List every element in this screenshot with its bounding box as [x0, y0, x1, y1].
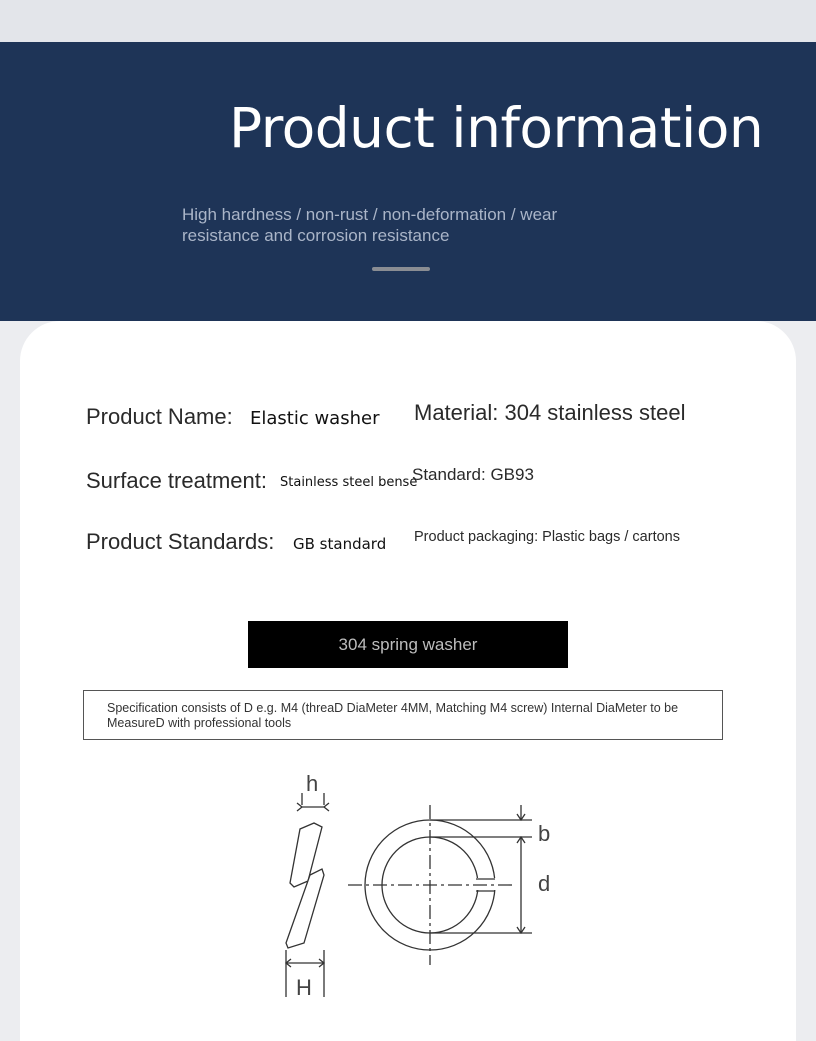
label-H: H [296, 975, 312, 1000]
product-name-label: Product Name: [86, 404, 233, 429]
product-standards-label: Product Standards: [86, 529, 275, 554]
banner-text: 304 spring washer [338, 634, 478, 654]
material-label: Material: 304 stainless steel [414, 400, 686, 425]
label-d: d [538, 871, 551, 896]
spring-washer-diagram [270, 765, 570, 1005]
page-title: Product information [229, 96, 764, 160]
surface-treatment-label: Surface treatment: [86, 468, 267, 493]
surface-treatment-value: Stainless steel bense [280, 475, 418, 490]
packaging-label: Product packaging: Plastic bags / cartons [414, 529, 680, 545]
product-standards-value: GB standard [293, 535, 387, 553]
title-underline [372, 267, 430, 271]
header-banner [0, 42, 816, 321]
standard-label: Standard: GB93 [412, 465, 534, 484]
page-subtitle: High hardness / non-rust / non-deformation / wear resistance and corrosion resistance [182, 205, 558, 245]
product-name-value: Elastic washer [250, 408, 380, 429]
label-h: h [306, 771, 319, 796]
spring-washer-banner [248, 621, 568, 668]
specification-note [83, 690, 723, 740]
top-strip [0, 0, 816, 42]
specification-note-text: Specification consists of D e.g. M4 (threaD DiaMeter 4MM, Matching M4 screw) Internal DiaMeter to be MeasureD with professional tools [107, 701, 679, 730]
label-b: b [538, 821, 551, 846]
